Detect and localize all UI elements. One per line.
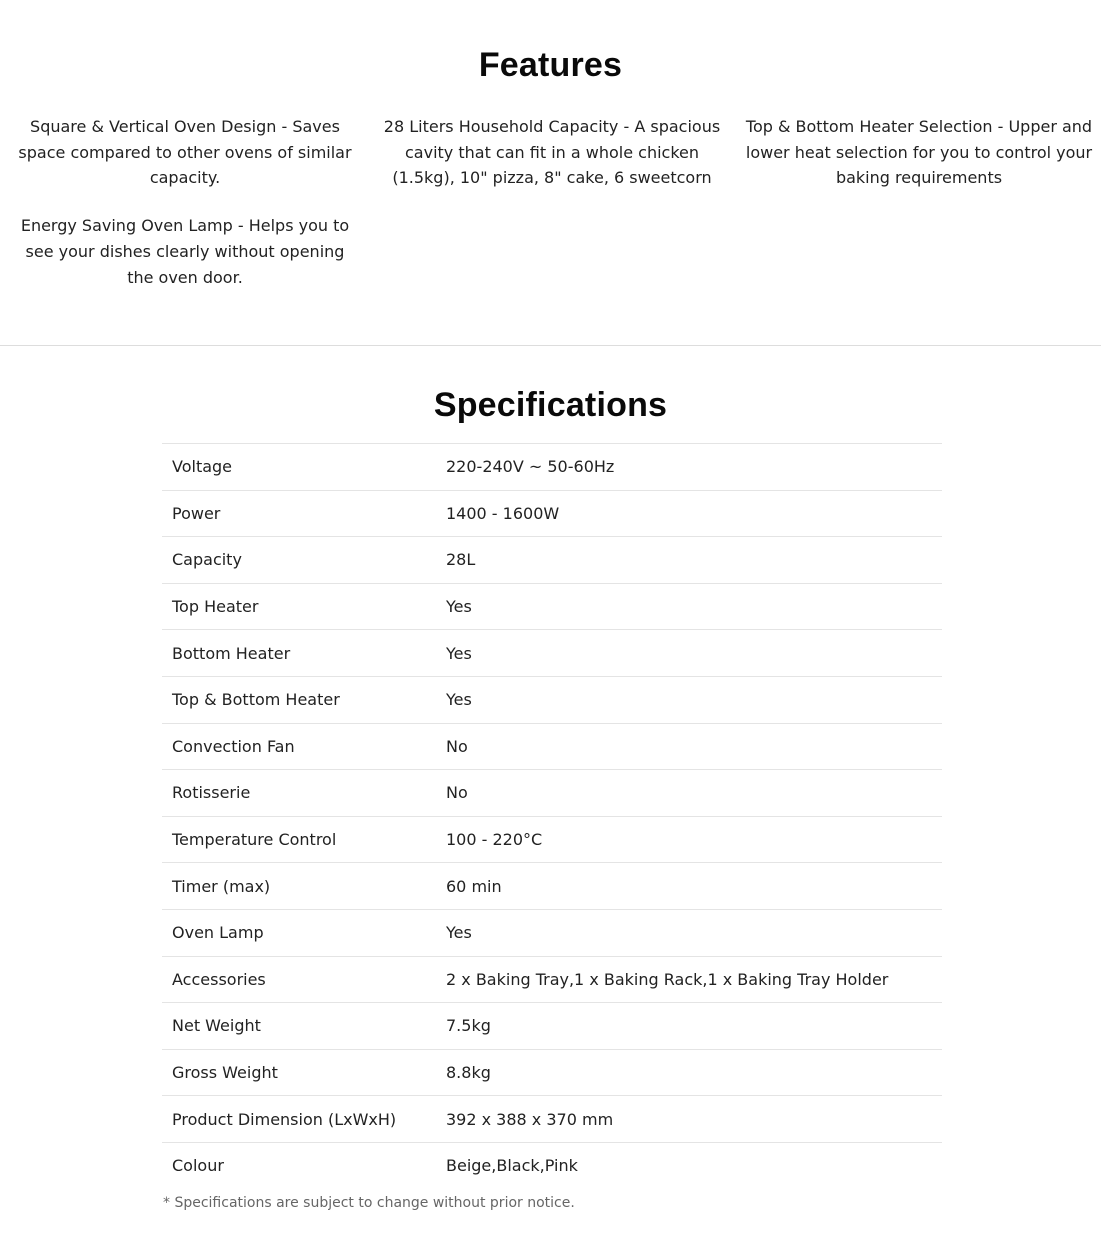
- spec-label: Bottom Heater: [172, 643, 291, 663]
- spec-label: Power: [172, 503, 221, 523]
- feature-item: Top & Bottom Heater Selection - Upper and lower heat selection for you to control your baking requirements: [745, 117, 1093, 188]
- spec-value: No: [446, 736, 468, 756]
- spec-row: [162, 676, 942, 723]
- spec-label: Net Weight: [172, 1016, 261, 1036]
- spec-label: Top & Bottom Heater: [172, 690, 340, 710]
- spec-label: Top Heater: [172, 597, 259, 617]
- spec-label: Oven Lamp: [172, 923, 264, 943]
- spec-value: Yes: [446, 690, 472, 710]
- spec-value: 2 x Baking Tray,1 x Baking Rack,1 x Baking Tray Holder: [446, 969, 889, 989]
- specifications-table: [162, 443, 942, 1189]
- spec-label: Gross Weight: [172, 1063, 278, 1083]
- spec-row: [162, 816, 942, 863]
- specifications-disclaimer: * Specifications are subject to change without prior notice.: [163, 1195, 575, 1211]
- feature-column-3: [744, 114, 1094, 213]
- spec-value: Yes: [446, 643, 472, 663]
- spec-label: Temperature Control: [172, 830, 337, 850]
- spec-value: 220-240V ~ 50-60Hz: [446, 457, 615, 477]
- spec-row: [162, 1096, 942, 1143]
- spec-row: [162, 1049, 942, 1096]
- spec-value: Yes: [446, 597, 472, 617]
- spec-row: [162, 490, 942, 537]
- spec-label: Convection Fan: [172, 736, 295, 756]
- specifications-heading: Specifications: [433, 386, 668, 424]
- feature-column-1: [10, 114, 360, 312]
- spec-value: 100 - 220°C: [446, 830, 543, 850]
- feature-column-2: [377, 114, 727, 213]
- features-section: [0, 0, 1101, 345]
- spec-value: Yes: [446, 923, 472, 943]
- spec-label: Capacity: [172, 550, 242, 570]
- section-divider: [0, 345, 1101, 346]
- spec-row: [162, 630, 942, 677]
- spec-label: Voltage: [172, 457, 233, 477]
- spec-value: 1400 - 1600W: [446, 503, 560, 523]
- spec-value: 7.5kg: [446, 1016, 491, 1036]
- spec-value: 8.8kg: [446, 1063, 491, 1083]
- spec-value: Beige,Black,Pink: [446, 1156, 578, 1176]
- spec-row: [162, 537, 942, 584]
- spec-label: Rotisserie: [172, 783, 251, 803]
- spec-label: Accessories: [172, 969, 266, 989]
- spec-label: Timer (max): [172, 876, 271, 896]
- spec-row: [162, 863, 942, 910]
- feature-item: Square & Vertical Oven Design - Saves space compared to other ovens of similar capacity.: [18, 117, 352, 188]
- spec-value: 60 min: [446, 876, 502, 896]
- feature-item: Energy Saving Oven Lamp - Helps you to see your dishes clearly without opening the oven door.: [20, 216, 350, 287]
- spec-row: [162, 1003, 942, 1050]
- spec-row: [162, 444, 942, 491]
- spec-row: [162, 1142, 942, 1189]
- spec-label: Colour: [172, 1156, 224, 1176]
- spec-row: [162, 770, 942, 817]
- spec-value: No: [446, 783, 468, 803]
- spec-row: [162, 956, 942, 1003]
- feature-item: 28 Liters Household Capacity - A spacious cavity that can fit in a whole chicken (1.5kg), 10" pizza, 8" cake, 6 sweetcorn: [383, 117, 721, 188]
- spec-value: 392 x 388 x 370 mm: [446, 1109, 614, 1129]
- features-heading: Features: [478, 46, 623, 84]
- spec-label: Product Dimension (LxWxH): [172, 1109, 397, 1129]
- spec-value: 28L: [446, 550, 476, 570]
- spec-row: [162, 909, 942, 956]
- spec-row: [162, 583, 942, 630]
- spec-row: [162, 723, 942, 770]
